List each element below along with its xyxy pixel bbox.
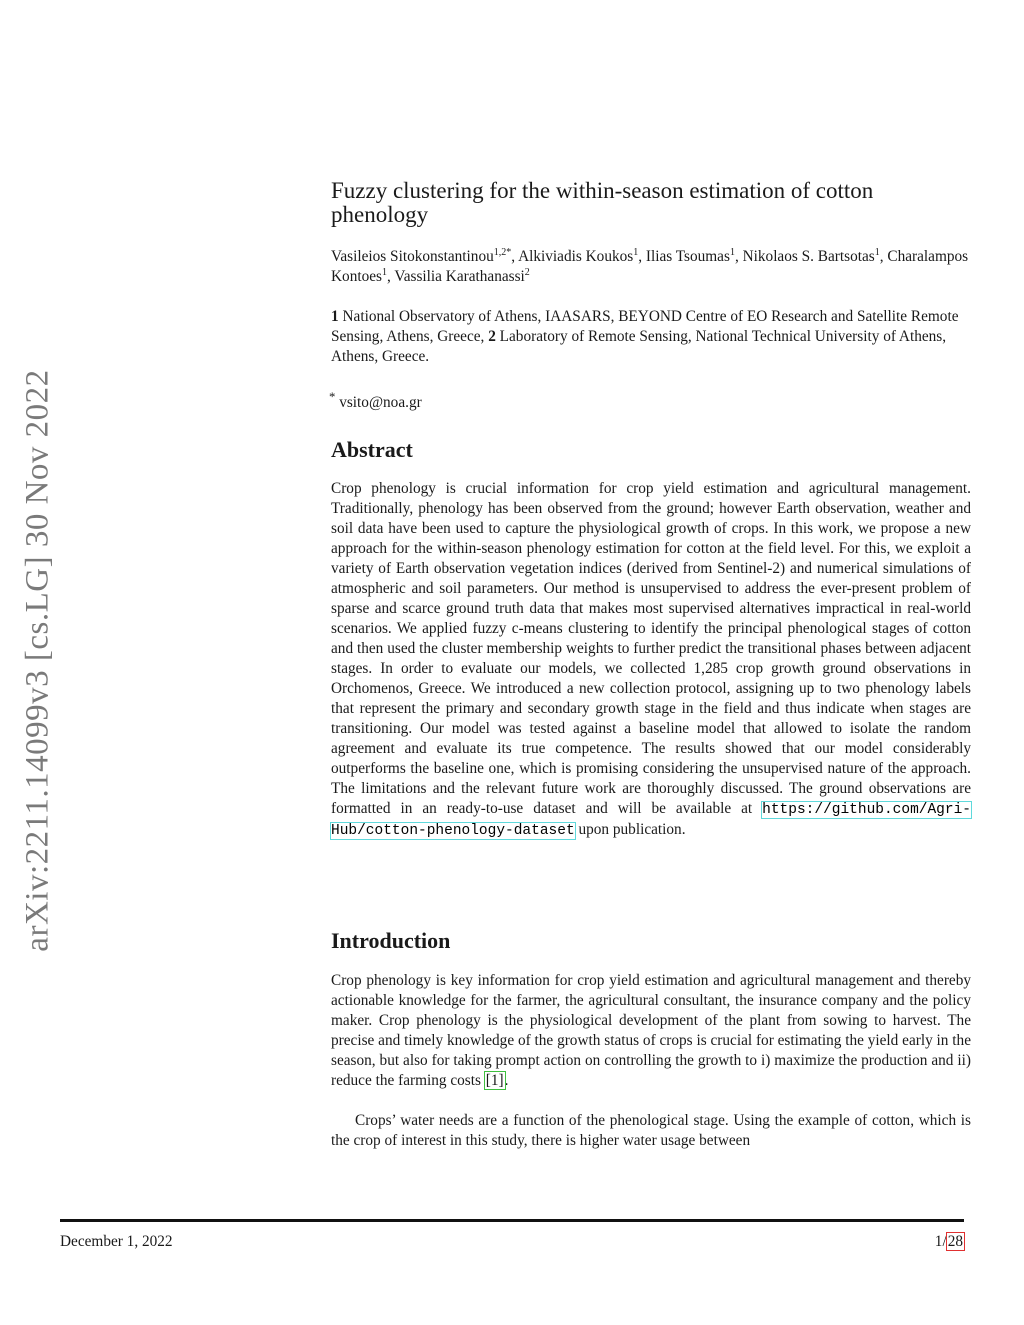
affiliations — [331, 307, 971, 367]
author-1: Vasileios Sitokonstantinou$^{1,2*}$, — [331, 246, 519, 265]
author-2: Alkiviadis Koukos$^1$, — [518, 246, 646, 265]
citation-link[interactable]: [1] — [485, 1072, 504, 1089]
dataset-url-link[interactable]: https://github.com/Agri-Hub/cotton-phenology-dataset — [331, 802, 971, 839]
email-address: vsito@noa.gr — [335, 394, 422, 412]
author-list — [331, 247, 971, 287]
abstract-heading: Abstract — [331, 437, 413, 462]
introduction-paragraph-1 — [331, 971, 971, 1091]
paper-title: Fuzzy clustering for the within-season estimation of cotton phenology — [331, 178, 874, 227]
corresponding-email — [329, 387, 969, 413]
author-4: Nikolaos S. Bartsotas$^1$, — [742, 246, 888, 265]
abstract-tail: upon publication. — [574, 821, 686, 838]
affiliation-2-number: 2 — [488, 328, 496, 345]
author-5: Charalampos Kontoes$^1$, — [331, 248, 969, 285]
page-current: 1/ — [934, 1233, 947, 1250]
introduction-paragraph-1-end: . — [504, 1072, 509, 1089]
introduction-paragraph-2: Crops’ water needs are a function of the phenological stage. Using the example of cotton, which is the crop of interest in this study, there is higher water usage between — [331, 1112, 971, 1149]
page-total-link[interactable]: 28 — [947, 1233, 963, 1250]
author-3: Ilias Tsoumas$^1$, — [645, 246, 743, 265]
abstract-text — [331, 479, 971, 841]
arxiv-identifier-stamp — [8, 360, 68, 960]
introduction-paragraph-1-text: Crop phenology is key information for crop yield estimation and agricultural management and thereby actionable knowledge for the farmer, the agricultural consultant, the insurance company and the policy maker. Crop phenology is the physiological development of the plant from sowing to harvest. The precise and timely knowledge of the growth status of crops is crucial for estimating the yield early in the season, but also for taking prompt action on controlling the growth to i) maximize the production and ii) reduce the farming costs — [331, 972, 971, 1089]
footer-divider — [60, 1219, 964, 1222]
abstract-body: Crop phenology is crucial information for crop yield estimation and agricultural management. Traditionally, phenology has been observed from the ground; however Earth observation, weather and soil data have been used to capture the physiological growth of crops. In this work, we propose a new approach for the within-season phenology estimation for cotton at the field level. For this, we exploit a variety of Earth observation vegetation indices (derived from Sentinel-2) and numerical simulations of atmospheric and soil parameters. Our method is unsupervised to address the ever-present problem of sparse and scarce ground truth data that makes most supervised alternatives impractical in real-world scenarios. We applied fuzzy c-means clustering to identify the principal phenological stages of cotton and then used the cluster membership weights to further predict the transitional phases between adjacent stages. In order to evaluate our models, we collected 1,285 crop growth ground observations in Orchomenos, Greece. We introduced a new collection protocol, assigning up to two phenology labels that represent the primary and secondary growth stage in the field and thus indicate when stages are transitioning. Our model was tested against a baseline model that allowed to isolate the random agreement and evaluate its true competence. The results showed that our model considerably outperforms the baseline one, which is promising considering the unsupervised nature of the approach. The limitations and the relevant future work are thoroughly discussed. The ground observations are formatted in an ready-to-use dataset and will be available at — [331, 480, 971, 817]
email-mark: * — [329, 390, 336, 404]
author-6: Vassilia Karathanassi$^2$ — [394, 266, 530, 285]
arxiv-identifier-text: arXiv:2211.14099v3 [cs.LG] 30 Nov 2022 — [19, 368, 56, 952]
affiliation-1-number: 1 — [331, 308, 339, 325]
page-number — [935, 1232, 964, 1252]
footer-date: December 1, 2022 — [60, 1233, 173, 1250]
affiliation-2-text: Laboratory of Remote Sensing, National Technical University of Athens, Athens, Greece. — [331, 328, 947, 365]
affiliation-1-text: National Observatory of Athens, IAASARS, BEYOND Centre of EO Research and Satellite Remote Sensing, Athens, Greece, — [331, 308, 959, 345]
introduction-heading: Introduction — [331, 928, 451, 953]
